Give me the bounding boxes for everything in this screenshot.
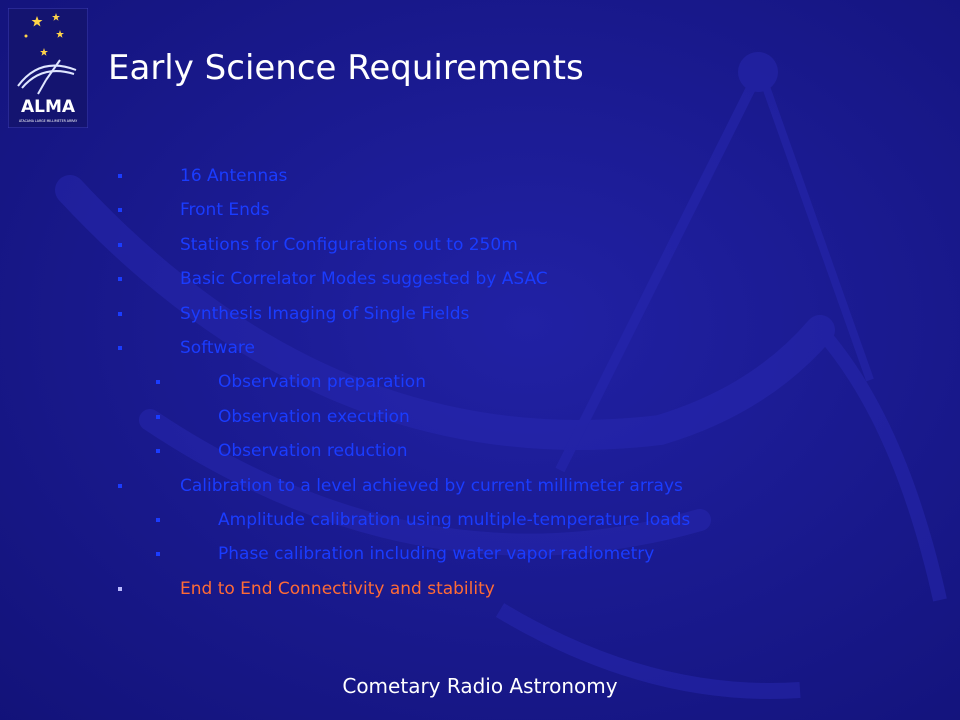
bullet-text: Front Ends bbox=[180, 200, 270, 221]
bullet-text: Calibration to a level achieved by current millimeter arrays bbox=[180, 475, 683, 496]
bullet-text: Observation preparation bbox=[218, 372, 426, 393]
bullet-marker-icon bbox=[118, 312, 122, 316]
bullet-text: Amplitude calibration using multiple-temperature loads bbox=[218, 510, 691, 530]
bullet-marker-icon bbox=[156, 518, 160, 522]
bullet-marker-icon bbox=[156, 415, 160, 419]
bullet-text: End to End Connectivity and stability bbox=[180, 578, 495, 599]
slide-title: Early Science Requirements bbox=[108, 48, 584, 88]
svg-text:ALMA: ALMA bbox=[20, 97, 76, 117]
bullet-marker-icon bbox=[156, 380, 160, 384]
svg-text:ATACAMA LARGE MILLIMETER ARRAY: ATACAMA LARGE MILLIMETER ARRAY bbox=[18, 119, 78, 123]
bullet-marker-icon bbox=[118, 484, 122, 488]
bullet-marker-icon bbox=[156, 552, 160, 556]
bullet-marker-icon bbox=[118, 277, 122, 281]
bullet-marker-icon bbox=[118, 346, 122, 350]
bullet-marker-icon bbox=[118, 243, 122, 247]
bullet-marker-icon bbox=[118, 587, 122, 591]
bullet-text: Observation reduction bbox=[218, 441, 408, 462]
bullet-text: 16 Antennas bbox=[180, 166, 288, 186]
bullet-marker-icon bbox=[118, 208, 122, 212]
slide-footer: Cometary Radio Astronomy bbox=[342, 674, 618, 698]
bullet-marker-icon bbox=[156, 449, 160, 453]
bullet-marker-icon bbox=[118, 174, 122, 178]
bullet-text: Phase calibration including water vapor radiometry bbox=[218, 544, 655, 565]
bullet-text: Basic Correlator Modes suggested by ASAC bbox=[180, 269, 548, 290]
bullet-text: Stations for Configurations out to 250m bbox=[180, 234, 518, 255]
bullet-text: Synthesis Imaging of Single Fields bbox=[180, 303, 470, 324]
bullet-text: Observation execution bbox=[218, 406, 410, 427]
bullet-text: Software bbox=[180, 338, 255, 358]
